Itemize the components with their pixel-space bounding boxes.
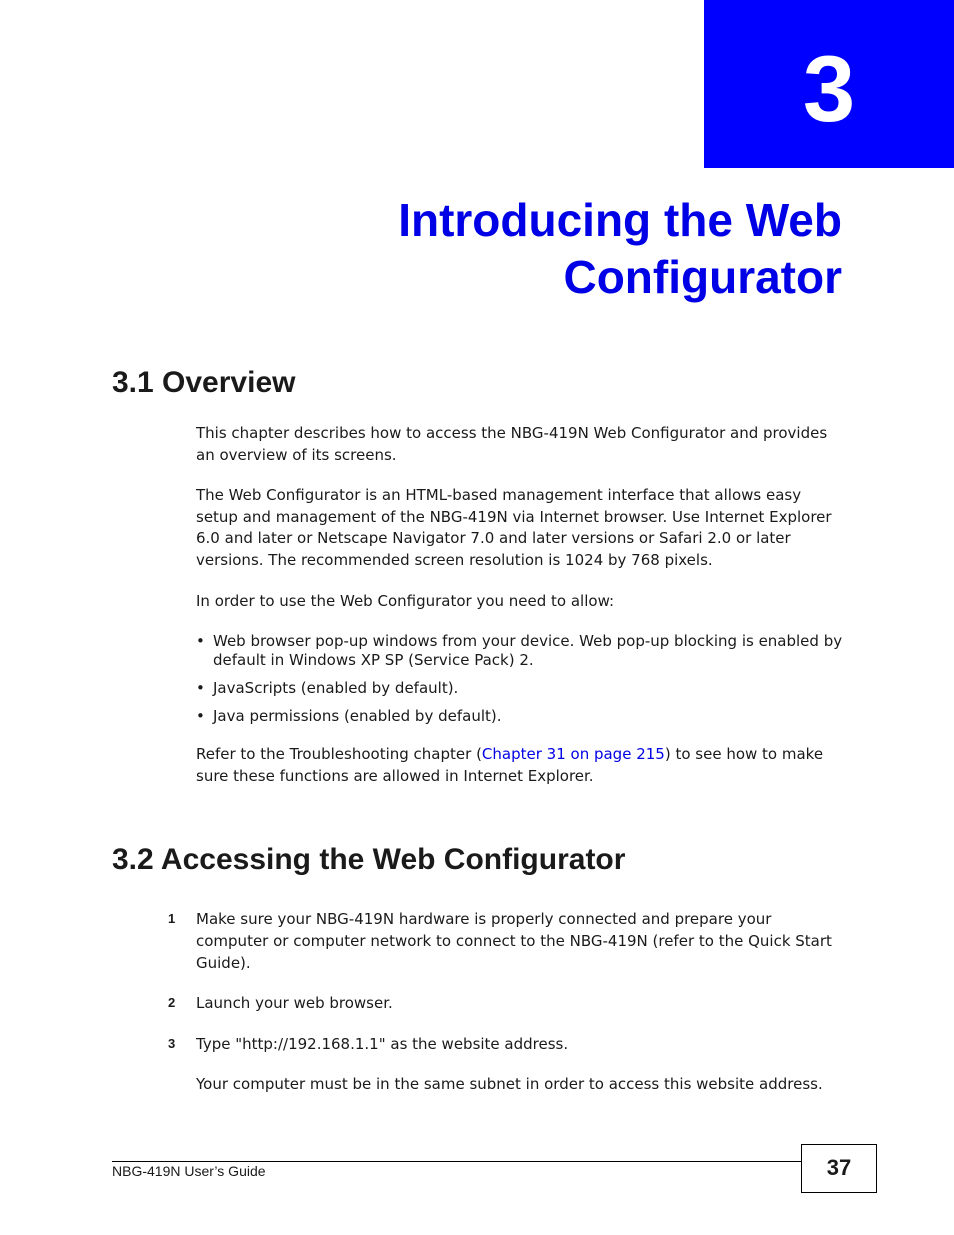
bullet-item — [196, 632, 846, 670]
chapter-title — [122, 192, 842, 306]
page-number: 37 — [826, 1155, 852, 1180]
bullet-dot-icon: • — [196, 632, 205, 650]
bullet-text: JavaScripts (enabled by default). — [213, 679, 459, 697]
section-heading-overview: 3.1 Overview — [112, 366, 296, 399]
troubleshooting-text-after: ) to see how to make sure these functions are allowed in Internet Explorer. — [196, 745, 824, 785]
section-heading-accessing: 3.2 Accessing the Web Configurator — [112, 843, 626, 876]
page-number-box — [801, 1144, 877, 1193]
step-number: 1 — [168, 911, 176, 926]
overview-paragraph-1: This chapter describes how to access the NBG-419N Web Configurator and provides an overview of its screens. — [196, 424, 828, 464]
troubleshooting-paragraph — [196, 744, 846, 787]
step-item — [168, 908, 848, 974]
step-note: Your computer must be in the same subnet in order to access this website address. — [196, 1075, 823, 1093]
chapter-number: 3 — [802, 36, 856, 141]
bullet-text: Web browser pop-up windows from your device. Web pop-up blocking is enabled by default in Windows XP SP (Service Pack) 2. — [213, 632, 843, 669]
bullet-dot-icon: • — [196, 679, 205, 697]
chapter-31-link[interactable]: Chapter 31 on page 215 — [481, 745, 665, 763]
step-text: Type "http://192.168.1.1" as the website address. — [196, 1035, 569, 1053]
footer-guide-title: NBG-419N User’s Guide — [112, 1163, 266, 1179]
overview-paragraph-3: In order to use the Web Configurator you need to allow: — [196, 592, 615, 610]
step-number: 2 — [168, 995, 176, 1010]
step-item — [168, 992, 848, 1014]
chapter-title-line2: Configurator — [563, 251, 842, 303]
step-text: Make sure your NBG-419N hardware is properly connected and prepare your computer or computer network to connect to the NBG-419N (refer to the Quick Start Guide). — [196, 910, 832, 972]
step-number: 3 — [168, 1036, 176, 1051]
bullet-item — [196, 679, 846, 698]
bullet-item — [196, 707, 846, 726]
step-item — [168, 1033, 848, 1055]
bullet-dot-icon: • — [196, 707, 205, 725]
chapter-number-box — [704, 0, 954, 168]
step-text: Launch your web browser. — [196, 994, 393, 1012]
troubleshooting-text-before: Refer to the Troubleshooting chapter ( — [196, 745, 482, 763]
chapter-title-line1: Introducing the Web — [398, 194, 842, 246]
bullet-text: Java permissions (enabled by default). — [213, 707, 502, 725]
overview-paragraph-2: The Web Configurator is an HTML-based management interface that allows easy setup and management of the NBG-419N via Internet browser. Use Internet Explorer 6.0 and later or Netscape Navigator 7.0 and later versions or Safari 2.0 or later versions. The recommended screen resolution is 1024 by 768 pixels. — [196, 486, 832, 569]
